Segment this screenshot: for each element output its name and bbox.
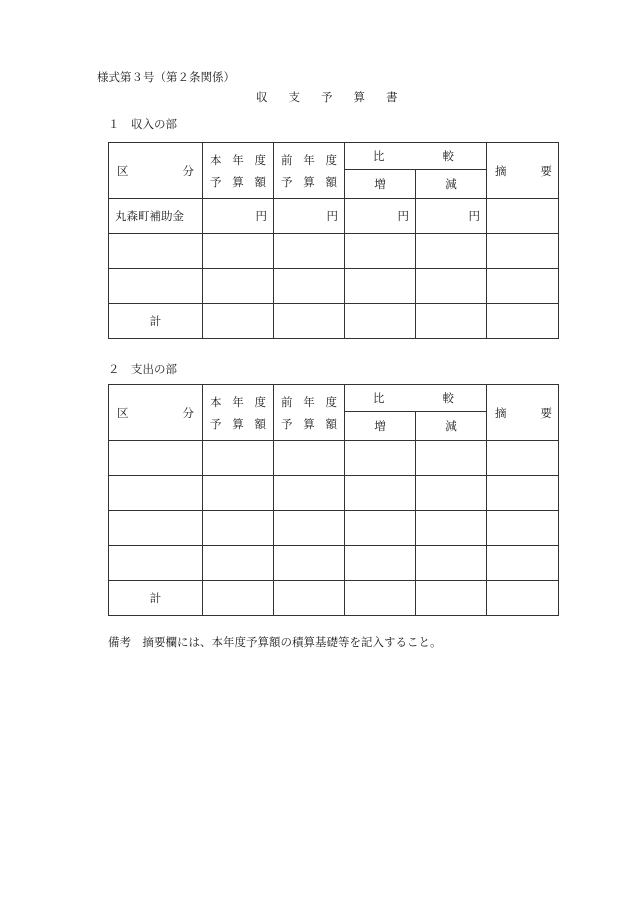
income-table bbox=[108, 142, 559, 339]
total-decrease-cell bbox=[416, 581, 487, 616]
category-cell: 丸森町補助金 bbox=[109, 199, 203, 234]
total-row bbox=[109, 581, 559, 616]
current-budget-cell: 円 bbox=[203, 199, 274, 234]
expense-table bbox=[108, 384, 559, 616]
note-header: 摘 要 bbox=[487, 385, 559, 441]
increase-header: 増 bbox=[345, 170, 416, 199]
previous-budget-cell: 円 bbox=[274, 199, 345, 234]
increase-cell: 円 bbox=[345, 199, 416, 234]
comparison-header: 比 較 bbox=[345, 143, 487, 170]
decrease-cell bbox=[416, 476, 487, 511]
note-cell bbox=[487, 441, 559, 476]
decrease-cell bbox=[416, 511, 487, 546]
category-header-left: 区 bbox=[117, 163, 129, 178]
note-cell bbox=[487, 199, 559, 234]
total-note-cell bbox=[487, 581, 559, 616]
decrease-header: 減 bbox=[416, 170, 487, 199]
current-budget-cell bbox=[203, 234, 274, 269]
decrease-cell bbox=[416, 269, 487, 304]
note-cell bbox=[487, 269, 559, 304]
remarks-note: 備考 摘要欄には、本年度予算額の積算基礎等を記入すること。 bbox=[108, 635, 442, 649]
total-increase-cell bbox=[345, 581, 416, 616]
note-cell bbox=[487, 546, 559, 581]
table-row bbox=[109, 476, 559, 511]
previous-budget-cell bbox=[274, 511, 345, 546]
note-header: 摘 要 bbox=[487, 143, 559, 199]
total-decrease-cell bbox=[416, 304, 487, 339]
total-note-cell bbox=[487, 304, 559, 339]
category-cell bbox=[109, 441, 203, 476]
form-number: 様式第３号（第２条関係） bbox=[97, 70, 235, 84]
category-header-left: 区 bbox=[117, 405, 129, 420]
table-row bbox=[109, 269, 559, 304]
total-previous-cell bbox=[274, 581, 345, 616]
note-cell bbox=[487, 234, 559, 269]
table-row bbox=[109, 511, 559, 546]
category-cell bbox=[109, 511, 203, 546]
previous-budget-cell bbox=[274, 234, 345, 269]
current-budget-cell bbox=[203, 511, 274, 546]
header-row bbox=[109, 385, 559, 412]
current-budget-header: 本 年 度 予 算 額 bbox=[203, 385, 274, 441]
previous-budget-cell bbox=[274, 269, 345, 304]
decrease-header: 減 bbox=[416, 412, 487, 441]
table-row bbox=[109, 199, 559, 234]
total-previous-cell bbox=[274, 304, 345, 339]
note-cell bbox=[487, 476, 559, 511]
previous-budget-header: 前 年 度 予 算 額 bbox=[274, 143, 345, 199]
table-row bbox=[109, 234, 559, 269]
decrease-cell: 円 bbox=[416, 199, 487, 234]
increase-cell bbox=[345, 269, 416, 304]
previous-budget-cell bbox=[274, 476, 345, 511]
increase-header: 増 bbox=[345, 412, 416, 441]
table-row bbox=[109, 441, 559, 476]
increase-cell bbox=[345, 234, 416, 269]
category-cell bbox=[109, 269, 203, 304]
header-row bbox=[109, 143, 559, 170]
category-header bbox=[109, 143, 203, 199]
total-current-cell bbox=[203, 304, 274, 339]
increase-cell bbox=[345, 476, 416, 511]
category-header-right: 分 bbox=[182, 163, 194, 178]
table-row bbox=[109, 546, 559, 581]
expense-section-title: ２ 支出の部 bbox=[108, 362, 177, 376]
current-budget-cell bbox=[203, 476, 274, 511]
total-row bbox=[109, 304, 559, 339]
total-label: 計 bbox=[109, 581, 203, 616]
income-section-title: １ 収入の部 bbox=[108, 117, 177, 131]
category-header bbox=[109, 385, 203, 441]
decrease-cell bbox=[416, 546, 487, 581]
document-title: 収支予算書 bbox=[256, 90, 419, 104]
current-budget-cell bbox=[203, 441, 274, 476]
current-budget-cell bbox=[203, 546, 274, 581]
previous-budget-header: 前 年 度 予 算 額 bbox=[274, 385, 345, 441]
increase-cell bbox=[345, 546, 416, 581]
increase-cell bbox=[345, 511, 416, 546]
category-cell bbox=[109, 234, 203, 269]
total-label: 計 bbox=[109, 304, 203, 339]
category-cell bbox=[109, 546, 203, 581]
total-increase-cell bbox=[345, 304, 416, 339]
comparison-header: 比 較 bbox=[345, 385, 487, 412]
increase-cell bbox=[345, 441, 416, 476]
previous-budget-cell bbox=[274, 546, 345, 581]
current-budget-cell bbox=[203, 269, 274, 304]
current-budget-header: 本 年 度 予 算 額 bbox=[203, 143, 274, 199]
previous-budget-cell bbox=[274, 441, 345, 476]
category-cell bbox=[109, 476, 203, 511]
decrease-cell bbox=[416, 234, 487, 269]
note-cell bbox=[487, 511, 559, 546]
category-header-right: 分 bbox=[182, 405, 194, 420]
total-current-cell bbox=[203, 581, 274, 616]
decrease-cell bbox=[416, 441, 487, 476]
